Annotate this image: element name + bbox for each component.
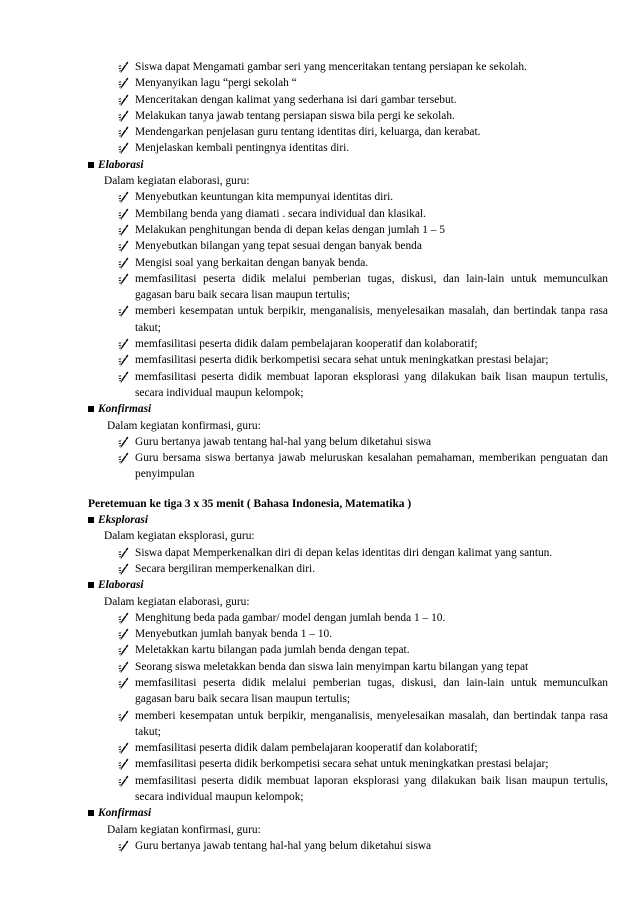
pencil-bullet-icon [117, 675, 129, 691]
pencil-bullet-icon [117, 838, 129, 854]
pencil-bullet-icon [117, 450, 129, 466]
list-item-text: Menceritakan dengan kalimat yang sederhana isi dari gambar tersebut. [135, 93, 457, 106]
pencil-bullet-icon [117, 75, 129, 91]
list-item [88, 222, 608, 238]
list-item-text: memfasilitasi peserta didik dalam pembelajaran kooperatif dan kolaboratif; [135, 338, 478, 351]
list-item [88, 271, 608, 304]
pencil-bullet-icon [117, 545, 129, 561]
section-heading-konfirmasi: Konfirmasi [88, 401, 608, 417]
list-item [88, 140, 608, 156]
list-item [88, 336, 608, 352]
list-item [88, 434, 608, 450]
section-intro: Dalam kegiatan eksplorasi, guru: [104, 530, 255, 543]
pencil-bullet-icon [117, 255, 129, 271]
list-item [88, 838, 608, 854]
pencil-bullet-icon [117, 659, 129, 675]
list-item-text: memfasilitasi peserta didik berkompetisi secara sehat untuk meningkatkan prestasi belajar; [135, 354, 549, 367]
list-item-text: memberi kesempatan untuk berpikir, menganalisis, menyelesaikan masalah, dan bertindak tanpa rasa takut; [135, 305, 608, 334]
list-item [88, 352, 608, 368]
list-item [88, 255, 608, 271]
pencil-bullet-icon [117, 189, 129, 205]
list-item-text: Melakukan tanya jawab tentang persiapan siswa bila pergi ke sekolah. [135, 109, 455, 122]
list-item [88, 545, 608, 561]
section-heading-konfirmasi: Konfirmasi [88, 805, 608, 821]
pencil-bullet-icon [117, 369, 129, 385]
pencil-bullet-icon [117, 610, 129, 626]
section-heading-elaborasi: Elaborasi [88, 157, 608, 173]
pencil-bullet-icon [117, 642, 129, 658]
pencil-bullet-icon [117, 271, 129, 287]
section-intro: Dalam kegiatan elaborasi, guru: [104, 175, 250, 188]
list-item-text: Meletakkan kartu bilangan pada jumlah benda dengan tepat. [135, 644, 410, 657]
pencil-bullet-icon [117, 222, 129, 238]
list-item-text: Secara bergiliran memperkenalkan diri. [135, 562, 316, 575]
pencil-bullet-icon [117, 303, 129, 319]
list-item [88, 756, 608, 772]
list-item [88, 303, 608, 336]
list-item [88, 108, 608, 124]
list-item-text: memfasilitasi peserta didik membuat laporan eksplorasi yang dilakukan baik lisan maupun tertulis, secara individual maupun kelompok; [135, 370, 608, 399]
pencil-bullet-icon [117, 140, 129, 156]
list-item [88, 626, 608, 642]
list-item-text: Guru bersama siswa bertanya jawab meluruskan kesalahan pemahaman, memberikan penguatan dan penyimpulan [135, 452, 608, 481]
list-item-text: Guru bertanya jawab tentang hal-hal yang belum diketahui siswa [135, 435, 432, 448]
list-item [88, 675, 608, 708]
list-item-text: Seorang siswa meletakkan benda dan siswa lain menyimpan kartu bilangan yang tepat [135, 660, 529, 673]
list-item [88, 189, 608, 205]
list-item-text: Membilang benda yang diamati . secara individual dan klasikal. [135, 207, 427, 220]
list-item-text: memfasilitasi peserta didik membuat laporan eksplorasi yang dilakukan baik lisan maupun tertulis, secara individual maupun kelompok; [135, 774, 608, 804]
list-item [88, 610, 608, 626]
konfirmasi-list [88, 838, 608, 854]
list-item-text: memfasilitasi peserta didik melalui pemberian tugas, diskusi, dan lain-lain untuk memunculkan gagasan baru baik secara lisan maupun tertulis; [135, 272, 608, 302]
list-item [88, 773, 608, 806]
elaborasi-list [88, 189, 608, 401]
list-item-text: Menyebutkan bilangan yang tepat sesuai dengan banyak benda [135, 240, 422, 253]
pencil-bullet-icon [117, 756, 129, 772]
list-item-text: Menghitung beda pada gambar/ model dengan jumlah benda 1 – 10. [135, 611, 446, 624]
section-intro: Dalam kegiatan konfirmasi, guru: [107, 419, 261, 432]
list-item [88, 124, 608, 140]
section-intro: Dalam kegiatan konfirmasi, guru: [107, 823, 261, 836]
pencil-bullet-icon [117, 238, 129, 254]
list-item-text: Mengisi soal yang berkaitan dengan banyak benda. [135, 256, 369, 269]
square-bullet-icon [88, 162, 94, 168]
list-item-text: memberi kesempatan untuk berpikir, menganalisis, menyelesaikan masalah, dan bertindak tanpa rasa takut; [135, 709, 608, 738]
list-item [88, 59, 608, 75]
square-bullet-icon [88, 517, 94, 523]
meeting-title: Peretemuan ke tiga 3 x 35 menit ( Bahasa Indonesia, Matematika ) [88, 497, 412, 510]
pencil-bullet-icon [117, 561, 129, 577]
pencil-bullet-icon [117, 773, 129, 789]
konfirmasi-list [88, 434, 608, 483]
section-intro: Dalam kegiatan elaborasi, guru: [104, 595, 250, 608]
square-bullet-icon [88, 810, 94, 816]
list-item-text: Siswa dapat Memperkenalkan diri di depan kelas identitas diri dengan kalimat yang santun. [135, 546, 553, 559]
pencil-bullet-icon [117, 336, 129, 352]
elaborasi-list [88, 610, 608, 806]
list-item [88, 369, 608, 402]
list-item [88, 75, 608, 91]
pencil-bullet-icon [117, 59, 129, 75]
section-heading-elaborasi: Elaborasi [88, 577, 608, 593]
list-item-text: Siswa dapat Mengamati gambar seri yang menceritakan tentang persiapan ke sekolah. [135, 61, 527, 73]
list-item-text: Menjelaskan kembali pentingnya identitas diri. [135, 142, 350, 155]
list-item-text: Guru bertanya jawab tentang hal-hal yang belum diketahui siswa [135, 839, 432, 852]
list-item [88, 659, 608, 675]
square-bullet-icon [88, 406, 94, 412]
list-item-text: memfasilitasi peserta didik dalam pembelajaran kooperatif dan kolaboratif; [135, 742, 478, 755]
pencil-bullet-icon [117, 206, 129, 222]
square-bullet-icon [88, 582, 94, 588]
pencil-bullet-icon [117, 708, 129, 724]
list-item-text: Menyebutkan keuntungan kita mempunyai identitas diri. [135, 191, 394, 204]
list-item-text: Menyanyikan lagu “pergi sekolah “ [135, 77, 297, 90]
pencil-bullet-icon [117, 626, 129, 642]
list-item [88, 561, 608, 577]
list-item-text: memfasilitasi peserta didik melalui pemberian tugas, diskusi, dan lain-lain untuk memunculkan gagasan baru baik secara lisan maupun tertulis; [135, 676, 608, 706]
document-content [88, 59, 608, 854]
pencil-bullet-icon [117, 352, 129, 368]
pencil-bullet-icon [117, 434, 129, 450]
list-item-text: Mendengarkan penjelasan guru tentang identitas diri, keluarga, dan kerabat. [135, 126, 481, 139]
eksplorasi-list [88, 59, 608, 157]
pencil-bullet-icon [117, 740, 129, 756]
list-item-text: Menyebutkan jumlah banyak benda 1 – 10. [135, 628, 333, 641]
list-item [88, 206, 608, 222]
pencil-bullet-icon [117, 124, 129, 140]
list-item [88, 92, 608, 108]
eksplorasi-list [88, 545, 608, 578]
list-item-text: Melakukan penghitungan benda di depan kelas dengan jumlah 1 – 5 [135, 223, 445, 236]
section-heading-eksplorasi: Eksplorasi [88, 512, 608, 528]
list-item [88, 740, 608, 756]
list-item [88, 642, 608, 658]
list-item-text: memfasilitasi peserta didik berkompetisi secara sehat untuk meningkatkan prestasi belajar; [135, 758, 549, 771]
pencil-bullet-icon [117, 108, 129, 124]
list-item [88, 450, 608, 483]
list-item [88, 238, 608, 254]
list-item [88, 708, 608, 741]
pencil-bullet-icon [117, 92, 129, 108]
